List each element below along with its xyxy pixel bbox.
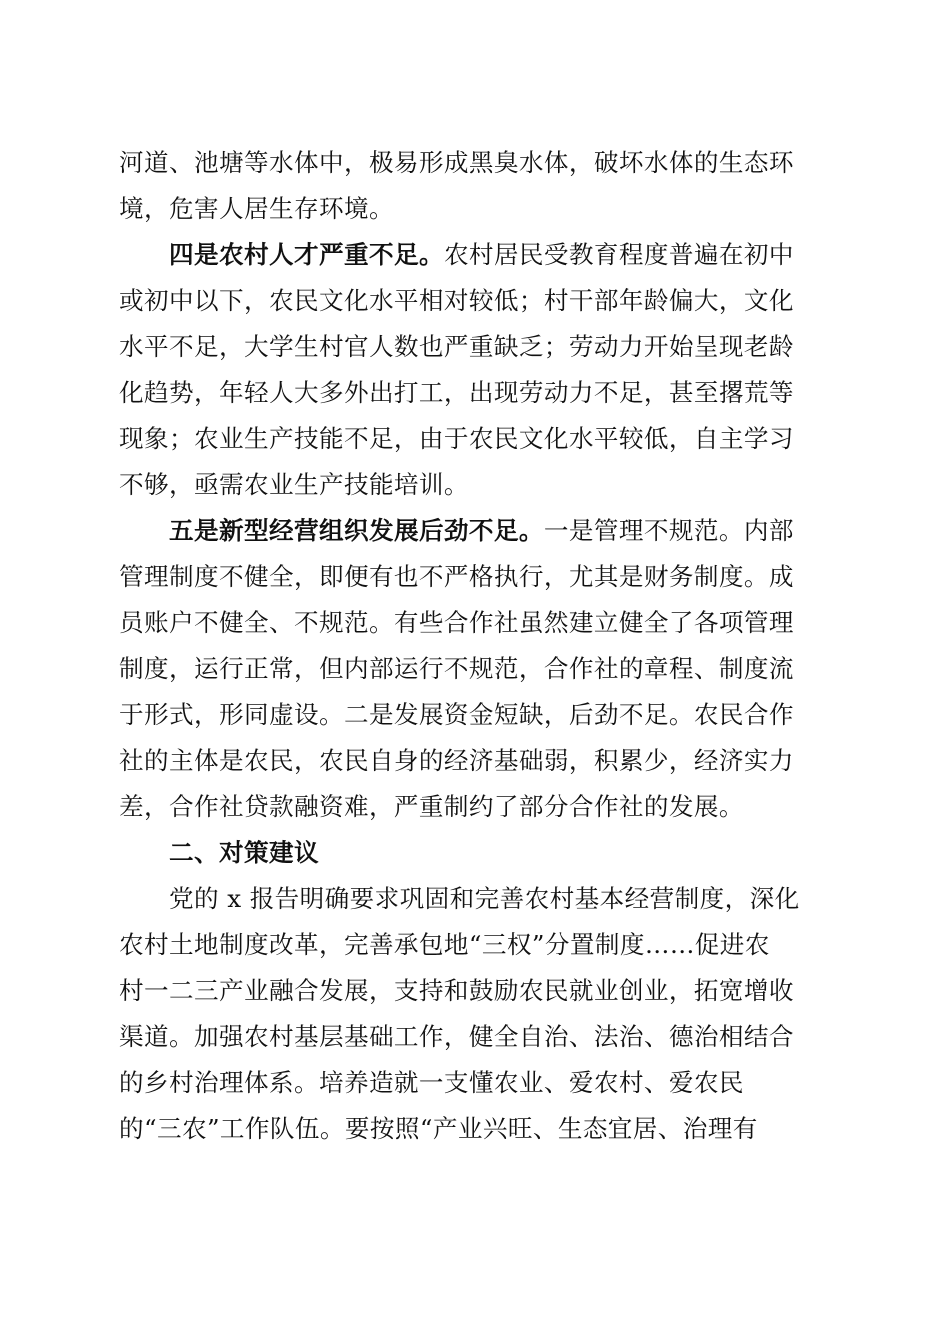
paragraph-4-line-2: 农村土地制度改革，完善承包地“三权”分置制度……促进农: [119, 930, 770, 959]
paragraph-3-line-6: 社的主体是农民，农民自身的经济基础弱，积累少，经济实力: [119, 746, 794, 775]
paragraph-3-first-line-rest: 一是管理不规范。内部: [543, 516, 794, 545]
paragraph-4-line-1: 党的 x 报告明确要求巩固和完善农村基本经营制度，深化: [169, 884, 800, 913]
paragraph-2-line-1: [169, 240, 794, 270]
paragraph-4-line-3: 村一二三产业融合发展，支持和鼓励农民就业创业，拓宽增收: [119, 976, 794, 1005]
paragraph-2-line-2: 或初中以下，农民文化水平相对较低；村干部年龄偏大，文化: [119, 286, 794, 315]
paragraph-2-first-line-rest: 农村居民受教育程度普遍在初中: [443, 240, 794, 269]
section-heading: 二、对策建议: [169, 838, 319, 867]
paragraph-3-line-2: 管理制度不健全，即便有也不严格执行，尤其是财务制度。成: [119, 562, 794, 591]
paragraph-4-line-4: 渠道。加强农村基层基础工作，健全自治、法治、德治相结合: [119, 1022, 794, 1051]
paragraph-2-line-5: 现象；农业生产技能不足，由于农民文化水平较低，自主学习: [119, 424, 794, 453]
paragraph-4-line-6: 的“三农”工作队伍。要按照“产业兴旺、生态宜居、治理有: [119, 1114, 758, 1143]
paragraph-3-line-4: 制度，运行正常，但内部运行不规范，合作社的章程、制度流: [119, 654, 794, 683]
paragraph-2-line-6: 不够，亟需农业生产技能培训。: [119, 470, 469, 499]
paragraph-3-line-5: 于形式，形同虚设。二是发展资金短缺，后劲不足。农民合作: [119, 700, 794, 729]
paragraph-4-line-5: 的乡村治理体系。培养造就一支懂农业、爱农村、爱农民: [119, 1068, 744, 1097]
paragraph-3-line-3: 员账户不健全、不规范。有些合作社虽然建立健全了各项管理: [119, 608, 794, 637]
paragraph-3-lead: 五是新型经营组织发展后劲不足。: [169, 516, 544, 545]
paragraph-3-line-7: 差，合作社贷款融资难，严重制约了部分合作社的发展。: [119, 792, 744, 821]
paragraph-1-line-1: 河道、池塘等水体中，极易形成黑臭水体，破坏水体的生态环: [119, 148, 794, 177]
paragraph-2-line-4: 化趋势，年轻人大多外出打工，出现劳动力不足，甚至撂荒等: [119, 378, 794, 407]
paragraph-1-line-2: 境，危害人居生存环境。: [119, 194, 394, 223]
paragraph-3-line-1: [169, 516, 794, 546]
paragraph-2-line-3: 水平不足，大学生村官人数也严重缺乏；劳动力开始呈现老龄: [119, 332, 794, 361]
paragraph-2-lead: 四是农村人才严重不足。: [169, 240, 444, 269]
